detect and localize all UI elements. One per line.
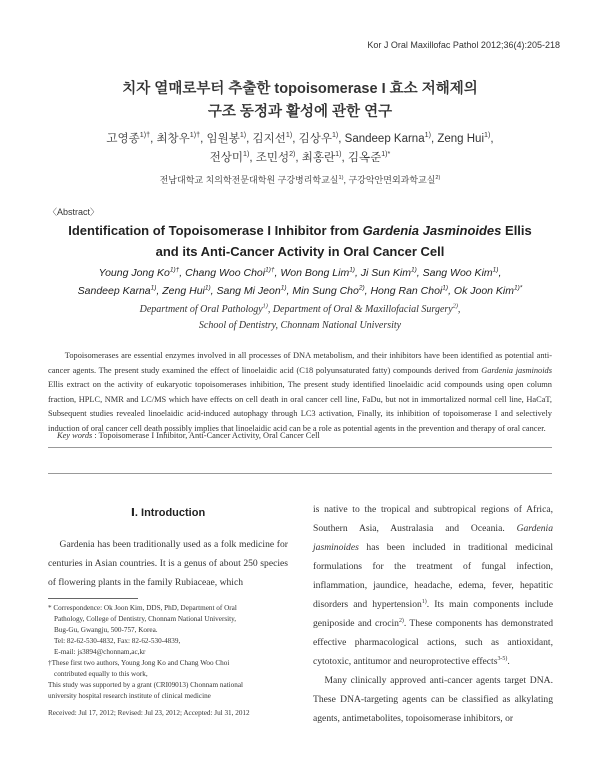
- author-name: , Won Bong Lim: [274, 267, 350, 279]
- abstract-label: 〈Abstract〉: [48, 207, 100, 217]
- intro-paragraph-right-2: Many clinically approved anti-cancer agents target DNA. These DNA-targeting agents can be classified as alkylating agents, antimetabolites, topoisomerase inhibitors, or: [313, 675, 553, 724]
- footnote-line: university hospital research institute of clinical medicine: [48, 692, 211, 700]
- text-run: . Its main components include geniposide and crocin: [313, 599, 553, 629]
- text-run: has been included in traditional medicinal formulations for the treatment of fungal infection, inflammation, jaundice, headache, edema, fever, hepatitic disorders and hypertension: [313, 542, 553, 610]
- author-name: , Zeng Hui: [430, 133, 485, 145]
- footnote-line: Pathology, College of Dentistry, Chonnam National University,: [54, 615, 237, 623]
- korean-title-line-2: 구조 동정과 활성에 관한 연구: [207, 104, 393, 120]
- affiliation-sup: 1): [338, 175, 344, 181]
- english-title-line-2: and its Anti-Cancer Activity in Oral Cancer Cell: [155, 244, 445, 259]
- english-affiliation-line-1: [0, 302, 600, 318]
- author-name: , 최홍란: [295, 152, 336, 164]
- footnote-line: Tel: 82-62-530-4832, Fax: 82-62-530-4839,: [54, 637, 181, 645]
- author-sup: 1): [280, 284, 287, 292]
- author-name: , Sang Woo Kim: [416, 267, 493, 279]
- affiliation-sup: 2): [435, 175, 441, 181]
- author-sup: 1): [484, 131, 491, 140]
- footnote-line: This study was supported by a grant (CRI09013) Chonnam national: [48, 681, 244, 689]
- abstract-part-2: Ellis extract on the activity of eukaryotic topoisomerases inhibition, The present study identified linoelaidic acid compounds using open column fraction, HPLC, NMR and LC/MS which have effects on cell death in oral cancer cell line, FaDu, but not in immortalized normal cell line, HaCaT, Subsequent studies revealed linoelaidic acid-induced autophagy through LC3 activation, Finally, its inhibition of topoisomerase I and selectively induction of oral cancer cell death possibly implies that linoelaidic acid can be a role as potential agents in the prevention and therapy of oral cancer.: [48, 380, 552, 433]
- author-name: 고영종: [106, 133, 140, 145]
- author-name: ,: [498, 267, 502, 279]
- author-name: , 김지선: [246, 133, 286, 145]
- author-sup: 1)†: [265, 266, 275, 274]
- footnote-line: Bug-Gu, Gwangju, 500-757, Korea.: [54, 626, 158, 634]
- section-heading-introduction: Ⅰ. Introduction: [130, 507, 206, 519]
- divider-bottom: [48, 473, 552, 474]
- author-sup: 1)†: [189, 131, 201, 140]
- author-name: , Sang Mi Jeon: [210, 285, 281, 297]
- author-name: Young Jong Ko: [98, 267, 170, 279]
- keywords: [57, 431, 320, 440]
- citation-sup: 3-5): [497, 655, 508, 662]
- english-title-line-1: [0, 220, 600, 241]
- author-sup: 1): [349, 266, 355, 274]
- english-authors: [0, 264, 600, 300]
- running-head: Kor J Oral Maxillofac Pathol 2012;36(4):205-218: [367, 40, 560, 50]
- author-name: , Chang Woo Choi: [179, 267, 266, 279]
- author-sup: 1)*: [514, 284, 523, 292]
- author-name: , 김옥준: [341, 152, 382, 164]
- author-sup: 1): [492, 266, 499, 274]
- korean-authors: [0, 130, 600, 168]
- author-name: , 김상우: [292, 133, 332, 145]
- author-sup: 1)†: [169, 266, 180, 274]
- footnote-line: †These first two authors, Young Jong Ko and Chang Woo Choi: [48, 659, 230, 667]
- korean-affiliation: [0, 173, 600, 186]
- author-name: , Hong Ran Choi: [364, 285, 443, 297]
- citation-sup: 2): [398, 617, 404, 624]
- affiliation-sup: 2): [452, 302, 458, 310]
- affiliation-name: , 구강악안면외과학교실: [343, 175, 436, 185]
- english-affiliation-line-2: School of Dentistry, Chonnam National University: [198, 320, 402, 331]
- english-title: [0, 220, 600, 262]
- abstract-italic: Gardenia jasminoids: [481, 365, 552, 375]
- author-sup: 1)*: [381, 150, 391, 159]
- footnotes: [48, 603, 288, 719]
- affiliation-sup: 1): [262, 302, 268, 310]
- author-sup: 1): [442, 284, 449, 292]
- text-run: . These components has demonstrated effective pharmacological actions, such as antioxidant, cytotoxic, antitumor and neuroprotective effects: [313, 618, 553, 667]
- author-sup: 1): [243, 150, 250, 159]
- affiliation-name: ,: [457, 304, 461, 315]
- author-sup: 1): [335, 150, 342, 159]
- footnote-line: contributed equally to this work,: [54, 670, 148, 678]
- english-title-post: Ellis: [501, 223, 532, 238]
- author-sup: 1): [204, 284, 211, 292]
- author-name: , 최창우: [150, 133, 190, 145]
- english-title-italic: Gardenia Jasminoides: [362, 223, 502, 238]
- english-authors-line-1: [0, 264, 600, 282]
- author-name: 전상미: [209, 152, 244, 164]
- korean-title: [0, 78, 600, 124]
- author-name: , Ji Sun Kim: [354, 267, 411, 279]
- korean-title-line-1: 치자 열매로부터 추출한 topoisomerase I 효소 저해제의: [122, 81, 478, 97]
- keywords-text: : Topoisomerase I Inhibitor, Anti-Cancer Activity, Oral Cancer Cell: [92, 431, 320, 440]
- abstract-body: [48, 349, 552, 437]
- author-sup: 1)†: [139, 131, 151, 140]
- footnote-line: * Correspondence: Ok Joon Kim, DDS, PhD, Department of Oral: [48, 604, 237, 612]
- english-affiliation: [0, 302, 600, 334]
- affiliation-name: Department of Oral Pathology: [139, 304, 263, 315]
- author-sup: 1): [331, 131, 339, 140]
- intro-paragraph-right-1: [313, 500, 553, 671]
- author-name: , 조민성: [249, 152, 290, 164]
- abstract-part-1: Topoisomerases are essential enzymes involved in all processes of DNA metabolism, and their inhibitors have been identified as potential anti-cancer agents. The present study examined the effect of linoelaidic acid (C18 polyunsaturated fatty) compounds derived from: [48, 351, 552, 375]
- author-name: , 임원봉: [200, 133, 240, 145]
- citation-sup: 1): [421, 598, 427, 605]
- author-name: , Sandeep Karna: [338, 133, 425, 145]
- author-sup: 1): [411, 266, 417, 274]
- author-sup: 1): [239, 131, 247, 140]
- english-authors-line-2: [0, 282, 600, 300]
- english-title-pre: Identification of Topoisomerase I Inhibitor from: [68, 223, 363, 238]
- text-run: is native to the tropical and subtropical regions of Africa, Southern Asia, Australasia and Oceania.: [313, 504, 553, 534]
- right-column: [313, 500, 553, 728]
- author-sup: 1): [150, 284, 157, 292]
- intro-paragraph-left: Gardenia has been traditionally used as a folk medicine for centuries in Asian countries. It is a genus of about 250 species of flowering plants in the family Rubiaceae, which: [48, 539, 288, 588]
- footnote-line: E-mail: js3894@chonnam,ac,kr: [54, 648, 146, 656]
- divider-top: [48, 447, 552, 448]
- author-name: , Min Sung Cho: [286, 285, 359, 297]
- author-name: ,: [490, 133, 494, 145]
- author-sup: 2): [358, 284, 365, 292]
- affiliation-name: 전남대학교 치의학전문대학원 구강병리학교실: [159, 175, 339, 185]
- author-sup: 1): [285, 131, 293, 140]
- affiliation-name: , Department of Oral & Maxillofacial Surgery: [267, 304, 453, 315]
- korean-authors-line-2: [0, 149, 600, 168]
- species-name: Gardenia jasminoides: [313, 523, 553, 553]
- keywords-label: Key words: [57, 431, 93, 440]
- footnote-rule: [48, 598, 138, 599]
- author-name: , Zeng Hui: [156, 285, 205, 297]
- korean-authors-line-1: [0, 130, 600, 149]
- text-run: .: [507, 656, 510, 667]
- author-name: , Ok Joon Kim: [448, 285, 515, 297]
- left-column: [48, 535, 288, 592]
- received-dates: Received: Jul 17, 2012; Revised: Jul 23, 2012; Accepted: Jul 31, 2012: [48, 709, 250, 717]
- author-sup: 2): [289, 150, 296, 159]
- author-name: Sandeep Karna: [77, 285, 151, 297]
- author-sup: 1): [424, 131, 431, 140]
